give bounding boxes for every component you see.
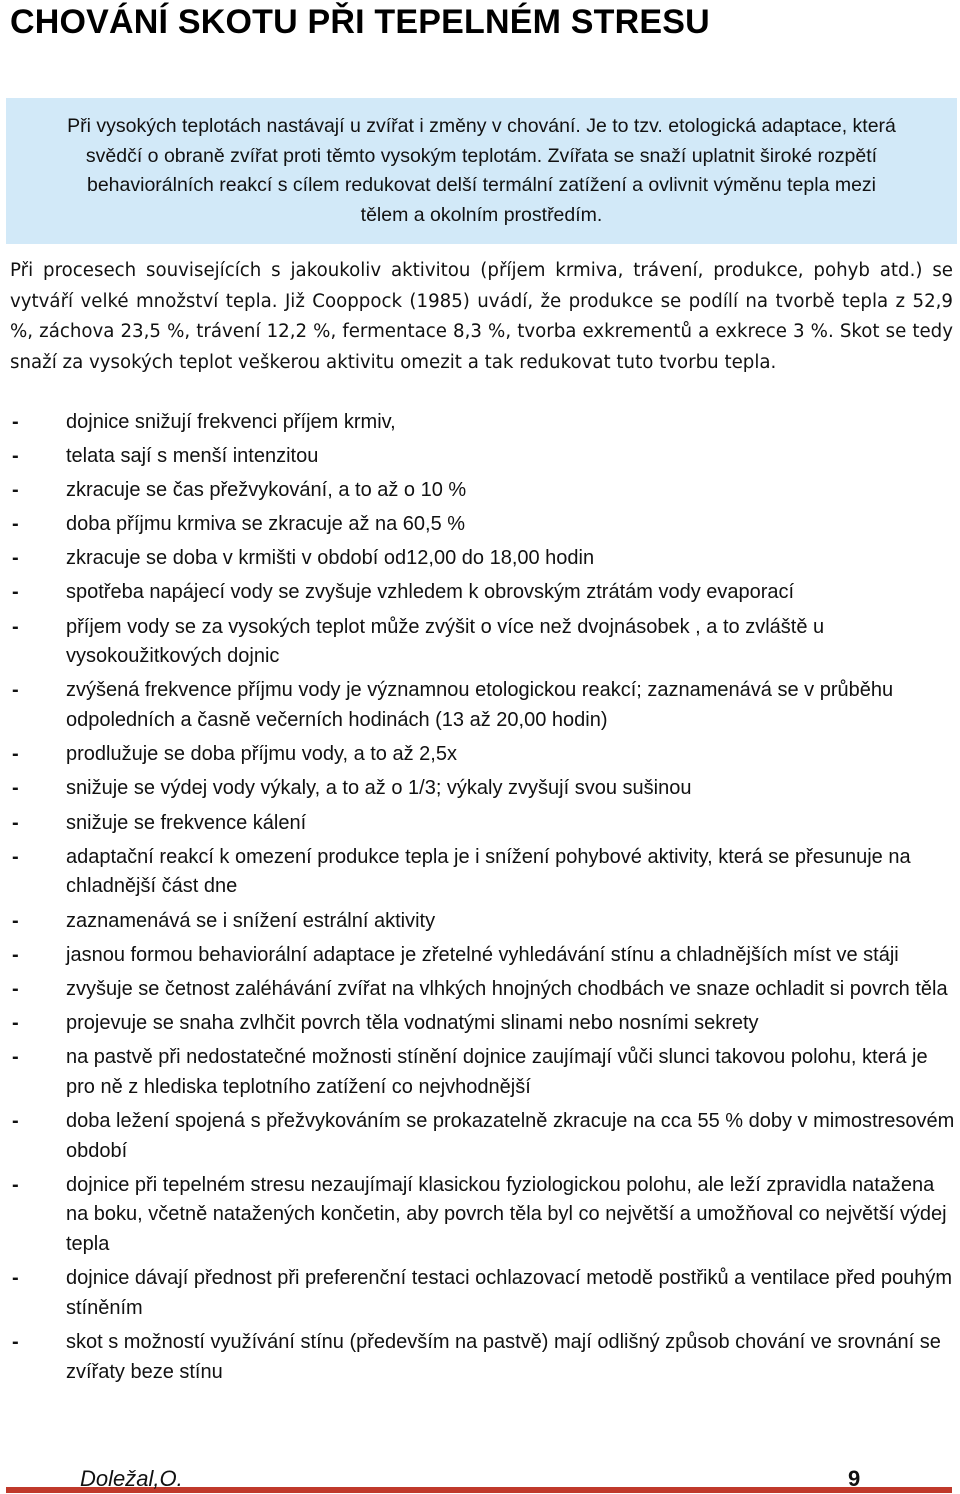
bullet-dash: - bbox=[12, 845, 19, 868]
bullet-dash: - bbox=[12, 1109, 19, 1132]
bullet-dash: - bbox=[12, 1267, 19, 1290]
list-item bbox=[10, 1009, 955, 1039]
list-item bbox=[10, 442, 955, 472]
page-title: CHOVÁNÍ SKOTU PŘI TEPELNÉM STRESU bbox=[10, 3, 710, 41]
list-item bbox=[10, 1264, 955, 1324]
intro-line: tělem a okolním prostředím. bbox=[360, 203, 603, 226]
bullet-dash: - bbox=[12, 513, 19, 536]
list-item-text: spotřeba napájecí vody se zvyšuje vzhledem k obrovským ztrátám vody evaporací bbox=[66, 581, 795, 604]
list-item-text: příjem vody se za vysokých teplot může zvýšit o více než dvojnásobek , a to zvláště u vysokoužitkových dojnic bbox=[66, 615, 825, 668]
bullet-dash: - bbox=[12, 479, 19, 502]
list-item-text: prodlužuje se doba příjmu vody, a to až 2,5x bbox=[66, 743, 457, 766]
bullet-dash: - bbox=[12, 1045, 19, 1068]
intro-line: behaviorálních reakcí s cílem redukovat delší termální zatížení a ovlivnit výměnu tepla mezi bbox=[86, 174, 877, 196]
bullet-dash: - bbox=[12, 977, 19, 1000]
bullet-dash: - bbox=[12, 743, 19, 766]
list-item-text: na pastvě při nedostatečné možnosti stínění dojnice zaujímají vůči slunci takovou polohu, která je pro ně z hlediska teplotního zatížení co nejvhodnější bbox=[66, 1045, 928, 1098]
footer-author: Doležal,O. bbox=[80, 1466, 183, 1491]
list-item-text: jasnou formou behaviorální adaptace je zřetelné vyhledávání stínu a chladnějších míst ve stáji bbox=[66, 943, 899, 966]
list-item-text: snižuje se výdej vody výkaly, a to až o 1/3; výkaly zvyšují svou sušinou bbox=[66, 777, 692, 800]
list-item-text: snižuje se frekvence kálení bbox=[66, 811, 307, 834]
list-item bbox=[10, 941, 955, 971]
intro-line: svědčí o obraně zvířat proti těmto vysokým teplotám. Zvířata se snaží uplatnit široké rozpětí bbox=[85, 144, 878, 167]
list-item bbox=[10, 907, 955, 937]
list-item bbox=[10, 1328, 955, 1388]
bullet-dash: - bbox=[12, 1011, 19, 1034]
list-item-text: doba příjmu krmiva se zkracuje až na 60,5 % bbox=[66, 513, 466, 536]
bullet-dash: - bbox=[12, 411, 19, 433]
intro-line: Při vysokých teplotách nastávají u zvířat i změny v chování. Je to tzv. etologická adaptace, která bbox=[67, 115, 896, 137]
list-item bbox=[10, 1043, 955, 1103]
list-item-text: zvýšená frekvence příjmu vody je významnou etologickou reakcí; zaznamenává se v průběhu odpoledních a časně večerních hodinách (13 až 20,00 hodin) bbox=[66, 679, 894, 732]
list-item bbox=[10, 578, 955, 608]
list-item-text: zkracuje se doba v krmišti v období od12,00 do 18,00 hodin bbox=[66, 547, 595, 570]
bullet-dash: - bbox=[12, 615, 19, 638]
bullet-dash: - bbox=[12, 909, 19, 932]
page-number: 9 bbox=[848, 1466, 861, 1491]
list-item bbox=[10, 740, 955, 770]
list-item bbox=[10, 476, 955, 506]
list-item bbox=[10, 774, 955, 804]
list-item bbox=[10, 676, 955, 736]
bullet-dash: - bbox=[12, 547, 19, 570]
list-item-text: projevuje se snaha zvlhčit povrch těla vodnatými slinami nebo nosními sekrety bbox=[66, 1011, 759, 1034]
list-item bbox=[10, 408, 955, 438]
list-item bbox=[10, 809, 955, 839]
list-item-text: dojnice snižují frekvenci příjem krmiv, bbox=[66, 411, 396, 433]
list-item bbox=[10, 843, 955, 903]
bullet-dash: - bbox=[12, 679, 19, 702]
bullet-dash: - bbox=[12, 581, 19, 604]
list-item bbox=[10, 1171, 955, 1260]
list-item-text: skot s možností využívání stínu (především na pastvě) mají odlišný způsob chování ve srovnání se zvířaty beze stínu bbox=[66, 1331, 941, 1384]
behavior-list bbox=[10, 408, 955, 1392]
intro-box bbox=[6, 98, 957, 244]
bullet-dash: - bbox=[12, 1331, 19, 1354]
bullet-dash: - bbox=[12, 777, 19, 800]
list-item-text: telata sají s menší intenzitou bbox=[66, 445, 319, 468]
list-item-text: doba ležení spojená s přežvykováním se prokazatelně zkracuje na cca 55 % doby v mimostresovém období bbox=[66, 1109, 955, 1162]
list-item bbox=[10, 1107, 955, 1167]
list-item bbox=[10, 975, 955, 1005]
bullet-dash: - bbox=[12, 943, 19, 966]
page-footer bbox=[0, 1465, 960, 1494]
list-item-text: dojnice dávají přednost při preferenční testaci ochlazovací metodě postřiků a ventilace před pouhým stíněním bbox=[66, 1267, 953, 1320]
bullet-dash: - bbox=[12, 445, 19, 468]
body-paragraph: Při procesech souvisejících s jakoukoliv aktivitou (příjem krmiva, trávení, produkce, pohyb atd.) se vytváří velké množství tepla. Již Cooppock (1985) uvádí, že produkce se podílí na tvorbě tepla z 52,9 %, záchova 23,5 %, trávení 12,2 %, fermentace 8,3 %, tvorba exkrementů a exkrece 3 %. Skot se tedy snaží za vysokých teplot veškerou aktivitu omezit a tak redukovat tuto tvorbu tepla. bbox=[10, 260, 953, 373]
bullet-dash: - bbox=[12, 811, 19, 834]
list-item bbox=[10, 613, 955, 673]
list-item-text: adaptační reakcí k omezení produkce tepla je i snížení pohybové aktivity, která se přesunuje na chladnější část dne bbox=[66, 845, 911, 898]
list-item-text: zvyšuje se četnost zaléhávání zvířat na vlhkých hnojných chodbách ve snaze ochladit si povrch těla bbox=[66, 977, 948, 1000]
list-item-text: dojnice při tepelném stresu nezaujímají klasickou fyziologickou polohu, ale leží zpravidla natažena na boku, včetně natažených končetin, aby povrch těla byl co největší a umožňoval co největší výdej tepla bbox=[66, 1173, 947, 1256]
list-item-text: zkracuje se čas přežvykování, a to až o 10 % bbox=[66, 479, 467, 502]
bullet-dash: - bbox=[12, 1173, 19, 1196]
list-item-text: zaznamenává se i snížení estrální aktivity bbox=[66, 909, 436, 932]
list-item bbox=[10, 510, 955, 540]
list-item bbox=[10, 544, 955, 574]
